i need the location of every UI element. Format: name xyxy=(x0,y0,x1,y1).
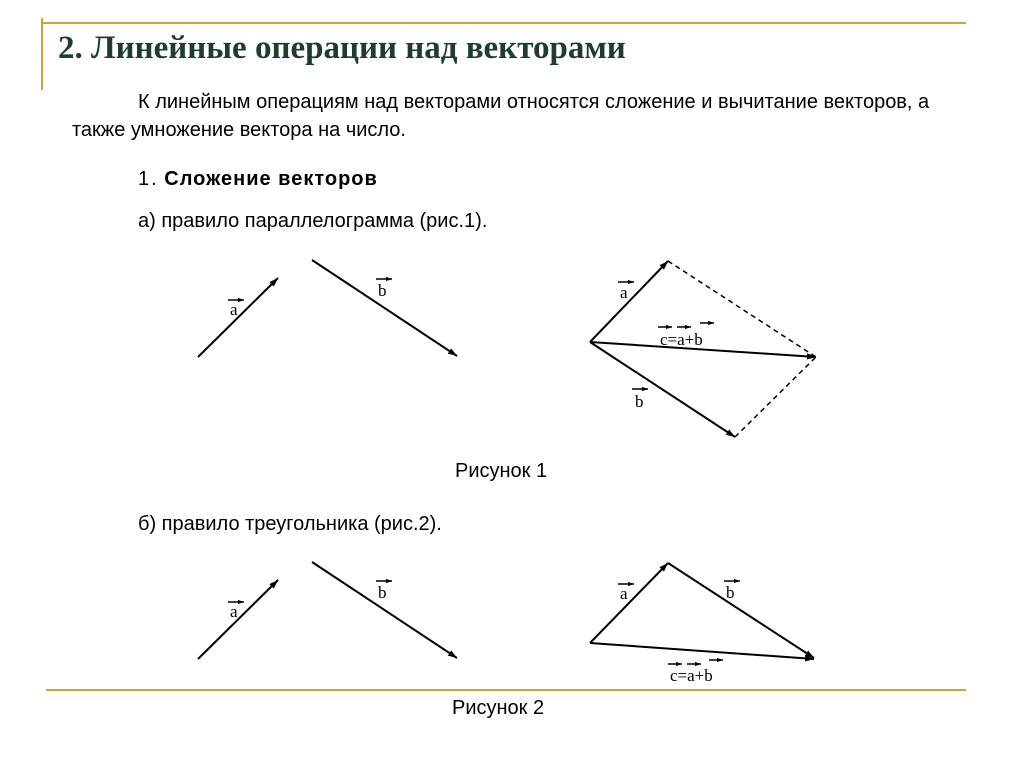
tri-sum-label: c=a+b xyxy=(670,666,713,685)
parallelogram-side-a xyxy=(590,261,668,342)
vector-a-arrow-2 xyxy=(198,580,278,659)
parallelogram-side-b xyxy=(590,342,735,437)
vector-a-arrow xyxy=(198,278,278,357)
parallelogram-dashed-bottom xyxy=(735,357,816,437)
vector-b-label: b xyxy=(378,281,387,300)
figure-2-triangle xyxy=(590,563,814,685)
tri-a-label: a xyxy=(620,584,628,603)
triangle-side-a xyxy=(590,563,668,643)
vector-b-arrow-2 xyxy=(312,562,457,658)
pg-a-label: a xyxy=(620,283,628,302)
intro-paragraph: К линейным операциям над векторами относятся сложение и вычитание векторов, а также умножение вектора на число. xyxy=(72,91,930,141)
figure-1-caption: Рисунок 1 xyxy=(455,460,548,482)
tri-b-label: b xyxy=(726,583,735,602)
section-title: Сложение векторов xyxy=(164,168,378,190)
parallelogram-rule-label: а) правило параллелограмма (рис.1). xyxy=(138,210,488,232)
triangle-rule-label: б) правило треугольника (рис.2). xyxy=(138,513,442,535)
parallelogram-diagonal-c xyxy=(590,342,816,357)
vector-a-label: a xyxy=(230,300,238,319)
vector-a-label-2: a xyxy=(230,602,238,621)
vector-b-label-2: b xyxy=(378,583,387,602)
pg-b-label: b xyxy=(635,392,644,411)
figure-2-caption: Рисунок 2 xyxy=(452,697,545,719)
vector-b-arrow xyxy=(312,260,457,356)
figure-1-parallelogram xyxy=(590,261,816,437)
triangle-side-c xyxy=(590,643,814,659)
slide-title: 2. Линейные операции над векторами xyxy=(58,30,626,66)
section-number: 1. xyxy=(138,168,159,190)
figure-1-separate-vectors xyxy=(198,260,457,357)
triangle-side-b xyxy=(668,563,814,658)
figure-2-separate-vectors xyxy=(198,562,457,659)
pg-sum-label: c=a+b xyxy=(660,330,703,349)
